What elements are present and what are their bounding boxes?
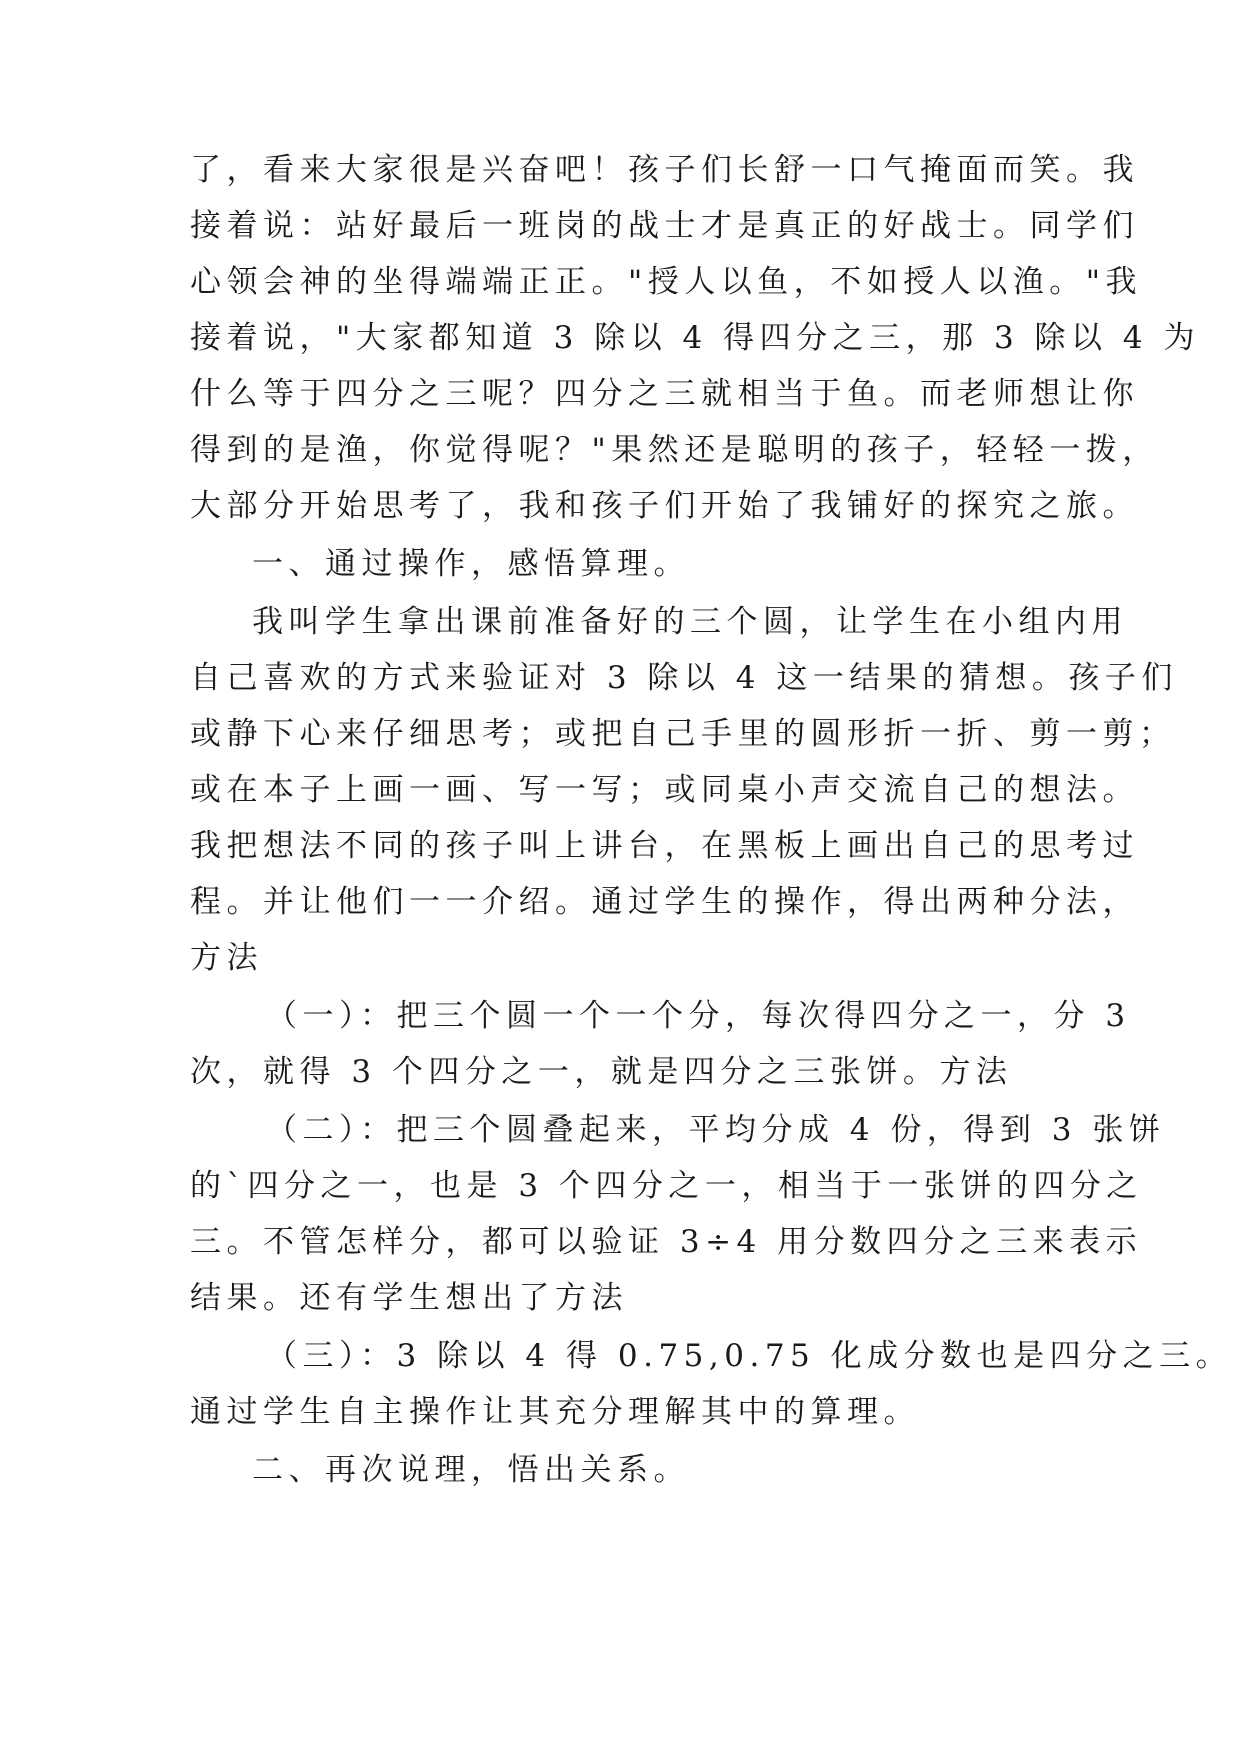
paragraph-line: 或静下心来仔细思考；或把自己手里的圆形折一折、剪一剪； (190, 716, 1176, 752)
paragraph-line: 的`四分之一，也是 3 个四分之一，相当于一张饼的四分之 (190, 1168, 1143, 1204)
paragraph-line: 三。不管怎样分，都可以验证 3÷4 用分数四分之三来表示 (190, 1224, 1143, 1260)
paragraph-line: 我叫学生拿出课前准备好的三个圆，让学生在小组内用 (252, 604, 1128, 640)
paragraph-line: （二）：把三个圆叠起来，平均分成 4 份，得到 3 张饼 (266, 1112, 1166, 1148)
paragraph-line: 次，就得 3 个四分之一，就是四分之三张饼。方法 (190, 1054, 1013, 1090)
paragraph-line: 或在本子上画一画、写一写；或同桌小声交流自己的想法。 (190, 772, 1139, 808)
paragraph-line: 大部分开始思考了，我和孩子们开始了我铺好的探究之旅。 (190, 488, 1139, 524)
paragraph-line: （三）：3 除以 4 得 0.75,0.75 化成分数也是四分之三。 (266, 1338, 1233, 1374)
paragraph-line: 接着说，"大家都知道 3 除以 4 得四分之三，那 3 除以 4 为 (190, 320, 1200, 356)
section-heading: 二、再次说理，悟出关系。 (252, 1452, 690, 1488)
paragraph-line: 结果。还有学生想出了方法 (190, 1280, 628, 1316)
paragraph-line: 程。并让他们一一介绍。通过学生的操作，得出两种分法， (190, 884, 1139, 920)
paragraph-line: 了，看来大家很是兴奋吧！孩子们长舒一口气掩面而笑。我 (190, 152, 1139, 188)
paragraph-line: （一）：把三个圆一个一个分，每次得四分之一，分 3 (266, 998, 1131, 1034)
paragraph-line: 自己喜欢的方式来验证对 3 除以 4 这一结果的猜想。孩子们 (190, 660, 1178, 696)
paragraph-line: 通过学生自主操作让其充分理解其中的算理。 (190, 1394, 920, 1430)
paragraph-line: 接着说：站好最后一班岗的战士才是真正的好战士。同学们 (190, 208, 1139, 244)
section-heading: 一、通过操作，感悟算理。 (252, 546, 690, 582)
paragraph-line: 心领会神的坐得端端正正。"授人以鱼，不如授人以渔。"我 (190, 264, 1143, 300)
paragraph-line: 得到的是渔，你觉得呢？"果然还是聪明的孩子，轻轻一拨， (190, 432, 1159, 468)
paragraph-line: 什么等于四分之三呢？四分之三就相当于鱼。而老师想让你 (190, 376, 1139, 412)
paragraph-line: 我把想法不同的孩子叫上讲台，在黑板上画出自己的思考过 (190, 828, 1139, 864)
paragraph-line: 方法 (190, 940, 263, 976)
